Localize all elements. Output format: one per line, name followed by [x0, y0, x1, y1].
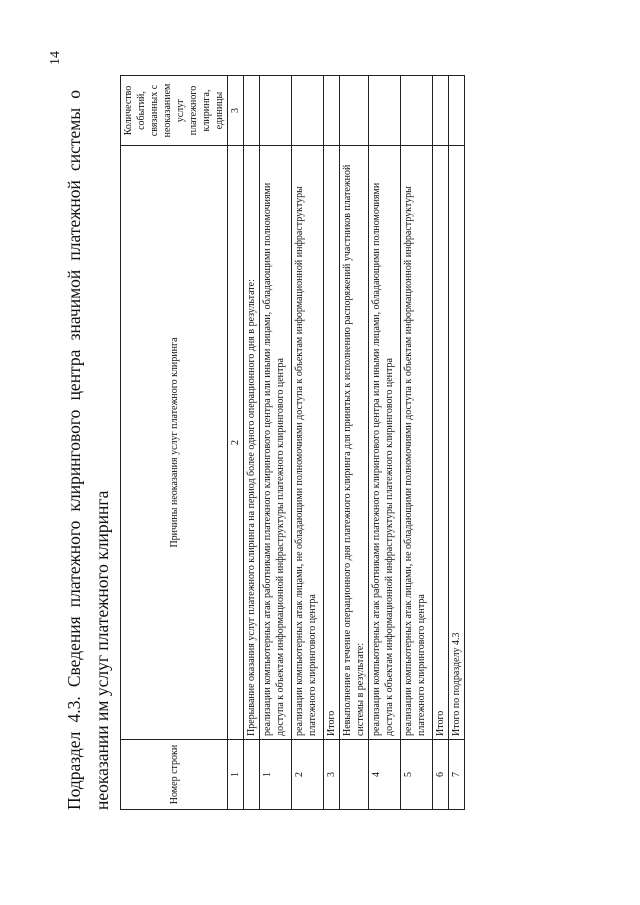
- row-number: 1: [260, 740, 292, 810]
- row-reason: реализации компьютерных атак работниками платежного клирингового центра или иными лицами, обладающими полномочиями доступа к объектам информационной инфраструктуры платежного клирингового центра: [260, 146, 292, 740]
- report-table: [120, 75, 465, 810]
- row-value: [433, 76, 449, 146]
- row-number: 2: [292, 740, 324, 810]
- column-index-row: [228, 76, 244, 810]
- row-value: [324, 76, 340, 146]
- section-heading: Подраздел 4.3. Сведения платежного клирингового центра значимой платежной системы о неоказании им услуг платежного клиринга: [64, 90, 112, 810]
- table-row: [292, 76, 324, 810]
- row-number: 7: [449, 740, 465, 810]
- row-value: [449, 76, 465, 146]
- table-row: [369, 76, 401, 810]
- row-reason: Невыполнение в течение операционного дня платежного клиринга для принятых к исполнению распоряжений участников платежной системы в результате:: [340, 146, 369, 740]
- table-row: [401, 76, 433, 810]
- row-number: 4: [369, 740, 401, 810]
- row-number: 5: [401, 740, 433, 810]
- table-row: [324, 76, 340, 810]
- row-value: [401, 76, 433, 146]
- table-row: [449, 76, 465, 810]
- row-value: [260, 76, 292, 146]
- row-number: [340, 740, 369, 810]
- row-reason: реализации компьютерных атак работниками платежного клирингового центра или иными лицами, обладающими полномочиями доступа к объектам информационной инфраструктуры платежного клирингового центра: [369, 146, 401, 740]
- row-reason: реализации компьютерных атак лицами, не обладающими полномочиями доступа к объектам информационной инфраструктуры платежного клирингового центра: [401, 146, 433, 740]
- page-number: 14: [48, 51, 63, 65]
- row-number: [244, 740, 260, 810]
- table-row: [244, 76, 260, 810]
- table-row: [340, 76, 369, 810]
- row-value: [244, 76, 260, 146]
- header-reasons: Причины неоказания услуг платежного клиринга: [121, 146, 228, 740]
- column-index: 2: [228, 146, 244, 740]
- row-value: [340, 76, 369, 146]
- row-reason: Итого: [433, 146, 449, 740]
- row-value: [292, 76, 324, 146]
- table-row: [260, 76, 292, 810]
- row-reason: Итого по подразделу 4.3: [449, 146, 465, 740]
- header-event-count: Количество событий, связанных с неоказанием услуг платежного клиринга, единицы: [121, 76, 228, 146]
- row-reason: Итого: [324, 146, 340, 740]
- row-number: 3: [324, 740, 340, 810]
- row-value: [369, 76, 401, 146]
- column-index: 3: [228, 76, 244, 146]
- table-row: [433, 76, 449, 810]
- row-reason: Прерывание оказания услуг платежного клиринга на период более одного операционного дня в результате:: [244, 146, 260, 740]
- table-header-row: [121, 76, 228, 810]
- header-row-number: Номер строки: [121, 740, 228, 810]
- column-index: 1: [228, 740, 244, 810]
- row-number: 6: [433, 740, 449, 810]
- row-reason: реализации компьютерных атак лицами, не обладающими полномочиями доступа к объектам информационной инфраструктуры платежного клирингового центра: [292, 146, 324, 740]
